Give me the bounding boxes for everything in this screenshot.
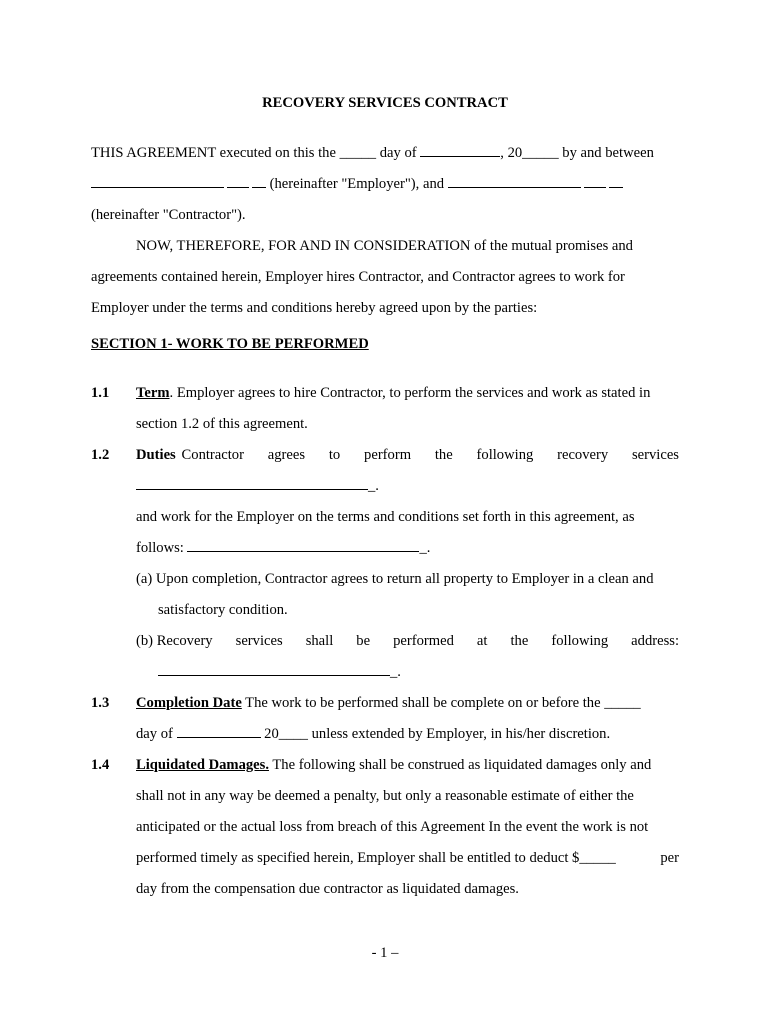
clause-1-1-text-1: . Employer agrees to hire Contractor, to perform the services and work as stated in: [169, 385, 651, 401]
subclause-a-marker: (a): [136, 571, 153, 587]
intro-line-2: [91, 175, 623, 193]
clause-1-4-line-3: anticipated or the actual loss from breach of this Agreement In the event the work is not: [136, 819, 649, 835]
clause-1-2-line-4: [136, 539, 430, 557]
address-tail: _.: [390, 664, 401, 680]
intro-text-2: (hereinafter "Employer"), and: [266, 176, 448, 192]
subclause-b-word: services: [235, 633, 283, 649]
clause-1-4-line-1: [136, 756, 651, 774]
clause-1-2-number: 1.2: [91, 447, 110, 463]
clause-1-2-word: agrees: [267, 447, 306, 463]
intro-text-1a: THIS AGREEMENT executed on this the _____ day of: [91, 145, 421, 161]
clause-1-4-text-1: The following shall be construed as liquidated damages only and: [268, 757, 652, 773]
address-blank[interactable]: [158, 663, 300, 676]
clause-1-2-line-2: [136, 477, 379, 495]
clause-1-2-label: Duties: [136, 447, 176, 463]
clause-1-4-text-4b: per: [660, 850, 679, 866]
clause-1-2-word: following: [476, 447, 534, 463]
clause-1-3-number: 1.3: [91, 695, 110, 711]
clause-1-2-word: recovery: [557, 447, 609, 463]
recovery-services-blank-2[interactable]: [278, 477, 368, 490]
clause-1-3-tail: 20____ unless extended by Employer, in his/her discretion.: [260, 726, 611, 742]
clause-1-2-tail: _.: [368, 478, 379, 494]
clause-1-3-line-2: [136, 725, 610, 743]
subclause-b-marker: [136, 632, 213, 650]
clause-1-2-word: Contractor: [181, 447, 244, 463]
address-blank-2[interactable]: [300, 663, 390, 676]
clause-1-2-word: perform: [364, 447, 412, 463]
follows-tail: _.: [419, 540, 431, 556]
subclause-b-word: following: [551, 633, 609, 649]
clause-1-4-number: 1.4: [91, 757, 110, 773]
subclause-a-text-1: Upon completion, Contractor agrees to return all property to Employer in a clean and: [155, 571, 654, 587]
clause-1-2-line-1: [136, 446, 679, 464]
clause-1-2-word: to: [328, 447, 341, 463]
recital-line-3: Employer under the terms and conditions hereby agreed upon by the parties:: [91, 300, 538, 316]
clause-1-4-line-2: shall not in any way be deemed a penalty, but only a reasonable estimate of either the: [136, 788, 634, 804]
subclause-b-word: the: [510, 633, 529, 649]
subclause-a-line-2: satisfactory condition.: [158, 602, 288, 618]
contractor-name-blank-2[interactable]: [584, 175, 606, 188]
recital-line-2: agreements contained herein, Employer hires Contractor, and Contractor agrees to work for: [91, 269, 625, 285]
clause-1-2-word: the: [434, 447, 453, 463]
clause-1-3-label: Completion Date: [136, 695, 242, 711]
contractor-name-blank-3[interactable]: [609, 175, 623, 188]
recovery-services-blank[interactable]: [136, 477, 278, 490]
subclause-a-line-1: [136, 570, 654, 588]
follows-blank-2[interactable]: [329, 539, 419, 552]
clause-1-2-line-3: and work for the Employer on the terms and conditions set forth in this agreement, as: [136, 509, 635, 525]
clause-1-3-line-1: [136, 694, 641, 712]
subclause-b-word: shall: [305, 633, 334, 649]
clause-1-4-text-4a: performed timely as specified herein, Employer shall be entitled to deduct $_____: [136, 850, 616, 866]
section-1-heading: SECTION 1- WORK TO BE PERFORMED: [91, 336, 369, 352]
clause-1-1-line-2: section 1.2 of this agreement.: [136, 416, 308, 432]
clause-1-2-justified: [136, 446, 679, 464]
subclause-b-word: at: [476, 633, 488, 649]
subclause-b-line-2: [158, 663, 401, 681]
subclause-b-marker-text: (b): [136, 633, 154, 649]
clause-1-1-number: 1.1: [91, 385, 110, 401]
subclause-b-word: Recovery: [156, 633, 213, 649]
subclause-b-word: performed: [393, 633, 454, 649]
follows-label: follows:: [136, 540, 188, 556]
subclause-b-word: be: [356, 633, 371, 649]
clause-1-3-text-1: The work to be performed shall be complete on or before the _____: [241, 695, 641, 711]
clause-1-2-word: services: [631, 447, 679, 463]
contractor-name-blank[interactable]: [448, 175, 581, 188]
clause-1-1-line-1: [136, 384, 650, 402]
intro-line-1: [91, 144, 654, 162]
clause-1-4-label: Liquidated Damages.: [136, 757, 269, 773]
clause-1-1-label: Term: [136, 385, 170, 401]
follows-blank[interactable]: [187, 539, 329, 552]
intro-text-1b: , 20_____ by and between: [500, 145, 654, 161]
employer-name-blank[interactable]: [91, 175, 224, 188]
subclause-b-word: address:: [631, 633, 679, 649]
clause-1-4-line-4: [136, 849, 679, 867]
month-blank[interactable]: [420, 144, 500, 157]
recital-line-1: NOW, THEREFORE, FOR AND IN CONSIDERATION of the mutual promises and: [136, 238, 633, 254]
completion-month-blank[interactable]: [177, 725, 261, 738]
employer-name-blank-3[interactable]: [252, 175, 266, 188]
intro-line-3: (hereinafter "Contractor").: [91, 207, 246, 223]
subclause-b-line-1: [136, 632, 679, 650]
page-number: - 1 –: [371, 945, 399, 961]
clause-1-3-head: day of: [136, 726, 177, 742]
clause-1-4-line-5: day from the compensation due contractor as liquidated damages.: [136, 881, 519, 897]
document-title: RECOVERY SERVICES CONTRACT: [262, 95, 508, 111]
employer-name-blank-2[interactable]: [227, 175, 249, 188]
